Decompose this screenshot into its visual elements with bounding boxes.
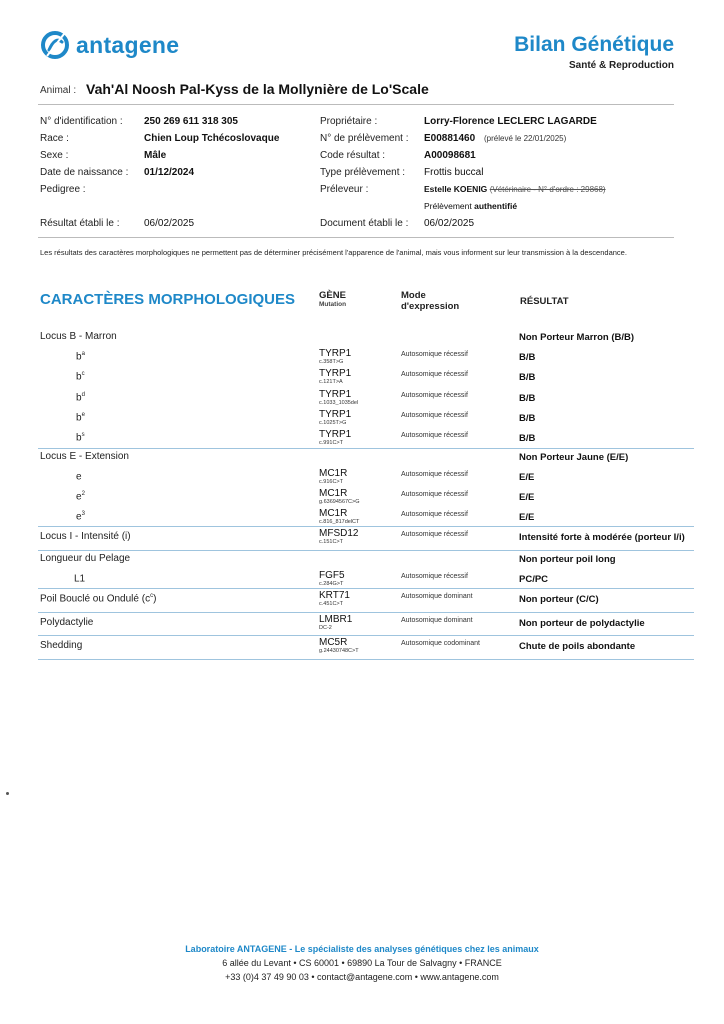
gene-mutation: g.24430748C>T bbox=[319, 648, 359, 655]
locus-label bbox=[40, 640, 82, 651]
locus-label-text: Locus I - Intensité (i) bbox=[40, 531, 131, 543]
allele-symbol bbox=[76, 371, 85, 382]
col-mode-1: Mode bbox=[401, 290, 426, 301]
allele-sup: d bbox=[81, 391, 85, 398]
gene-mutation: c.991C>T bbox=[319, 440, 343, 447]
allele-base: b bbox=[76, 391, 82, 403]
locus-label-sup: c bbox=[150, 593, 154, 600]
race-value: Chien Loup Tchécoslovaque bbox=[144, 133, 280, 144]
locus-result: Chute de poils abondante bbox=[519, 641, 636, 653]
gene-name: LMBR1 bbox=[319, 613, 353, 625]
gene-name: MC5R bbox=[319, 637, 348, 649]
gene-mutation: c.1033_1035del bbox=[319, 399, 359, 406]
allele-sup: c bbox=[81, 371, 85, 378]
allele-base: L1 bbox=[74, 573, 86, 585]
race-label: Race : bbox=[40, 133, 69, 144]
row-divider bbox=[38, 526, 694, 527]
col-gene-sub: Mutation bbox=[319, 301, 347, 308]
allele-base: e bbox=[76, 511, 82, 523]
row-divider bbox=[38, 635, 694, 636]
allele-base: b bbox=[76, 432, 82, 444]
gene-mutation: c.151C>T bbox=[319, 539, 343, 546]
gene-name: TYRP1 bbox=[319, 348, 352, 359]
sample-number-label: N° de prélèvement : bbox=[320, 133, 409, 144]
auth-value: authentifié bbox=[474, 201, 518, 211]
expression-mode: Autosomique récessif bbox=[401, 490, 468, 498]
gene-name: TYRP1 bbox=[319, 388, 352, 400]
collector-detail: (Vétérinaire - N° d'ordre : 29868) bbox=[489, 185, 606, 194]
auth-prefix: Prélèvement bbox=[424, 201, 472, 211]
expression-mode: Autosomique dominant bbox=[401, 593, 473, 601]
allele-symbol bbox=[76, 392, 85, 403]
row-divider bbox=[38, 448, 694, 449]
birth-label: Date de naissance : bbox=[40, 167, 129, 178]
collector-label: Préleveur : bbox=[320, 184, 369, 195]
expression-mode: Autosomique codominant bbox=[401, 640, 480, 648]
sample-type-label: Type prélèvement : bbox=[320, 167, 406, 178]
gene-mutation: DC-2 bbox=[319, 624, 332, 631]
gene-name: FGF5 bbox=[319, 569, 345, 581]
gene-mutation: g.63694567C>G bbox=[319, 498, 360, 505]
gene-name: MFSD12 bbox=[319, 528, 359, 540]
locus-label-text: Polydactylie bbox=[40, 616, 94, 628]
allele-symbol bbox=[76, 412, 85, 423]
allele-base: b bbox=[76, 412, 82, 424]
footer-lab: Laboratoire ANTAGENE - Le spécialiste des analyses génétiques chez les animaux bbox=[185, 944, 539, 954]
allele-symbol bbox=[74, 573, 85, 584]
locus-result: Non Porteur Marron (B/B) bbox=[519, 332, 635, 343]
allele-base: b bbox=[76, 351, 82, 363]
gene-mutation: c.121T>A bbox=[319, 379, 343, 386]
allele-result: PC/PC bbox=[519, 573, 549, 585]
sample-type-value: Frottis buccal bbox=[424, 167, 484, 178]
locus-result: Non porteur poil long bbox=[519, 553, 616, 565]
animal-name: Vah'Al Noosh Pal-Kyss de la Mollynière de Lo'Scale bbox=[86, 81, 429, 97]
locus-result: Intensité forte à modérée (porteur I/i) bbox=[519, 532, 685, 544]
locus-label bbox=[40, 593, 156, 604]
authentication bbox=[424, 201, 517, 211]
locus-label bbox=[40, 531, 131, 542]
expression-mode: Autosomique récessif bbox=[401, 391, 468, 399]
allele-symbol bbox=[76, 491, 85, 502]
gene-name: TYRP1 bbox=[319, 368, 352, 380]
collector-name: Estelle KOENIG bbox=[424, 184, 488, 194]
allele-symbol bbox=[76, 511, 85, 522]
id-value: 250 269 611 318 305 bbox=[144, 116, 238, 127]
allele-base: e bbox=[76, 491, 82, 503]
locus-label: Locus E - Extension bbox=[40, 450, 129, 462]
allele-result: B/B bbox=[519, 372, 536, 384]
gene-name: MC1R bbox=[319, 487, 348, 499]
locus-label-end: ) bbox=[153, 593, 157, 605]
sample-number-value: E00881460 bbox=[424, 133, 476, 144]
row-divider bbox=[38, 588, 694, 589]
allele-sup: a bbox=[81, 351, 85, 357]
allele-sup: 2 bbox=[81, 490, 85, 497]
gene-name: MC1R bbox=[319, 508, 348, 520]
sex-label: Sexe : bbox=[40, 150, 69, 161]
locus-label-text: Poil Bouclé ou Ondulé (c bbox=[40, 593, 151, 605]
allele-result: E/E bbox=[519, 512, 535, 524]
expression-mode: Autosomique récessif bbox=[401, 351, 468, 358]
locus-label bbox=[40, 617, 93, 628]
expression-mode: Autosomique dominant bbox=[401, 616, 473, 624]
footer-contact: +33 (0)4 37 49 90 03 • contact@antagene.com • www.antagene.com bbox=[225, 972, 499, 982]
column-gene-header bbox=[319, 290, 346, 308]
allele-result: B/B bbox=[519, 352, 536, 363]
table-bottom-rule bbox=[38, 659, 694, 660]
locus-result: Non porteur de polydactylie bbox=[519, 617, 645, 629]
locus-label-text: Shedding bbox=[40, 640, 83, 652]
locus-result: Non porteur (C/C) bbox=[519, 594, 599, 606]
gene-mutation: c.358T>G bbox=[319, 359, 344, 365]
expression-mode: Autosomique récessif bbox=[401, 531, 468, 539]
allele-symbol bbox=[76, 471, 82, 482]
gene-name: TYRP1 bbox=[319, 408, 352, 420]
locus-result: Non Porteur Jaune (E/E) bbox=[519, 451, 629, 463]
divider bbox=[38, 104, 674, 105]
expression-mode: Autosomique récessif bbox=[401, 572, 468, 580]
gene-name: KRT71 bbox=[319, 590, 350, 602]
gene-mutation: c.451C>T bbox=[319, 601, 343, 608]
sample-date: (prélevé le 22/01/2025) bbox=[484, 134, 567, 143]
gene-name: MC1R bbox=[319, 467, 348, 479]
column-mode-header bbox=[401, 290, 459, 312]
collector bbox=[424, 184, 606, 194]
allele-sup: 3 bbox=[81, 511, 85, 518]
result-date-label: Résultat établi le : bbox=[40, 218, 120, 229]
gene-mutation: c.916C>T bbox=[319, 478, 343, 485]
expression-mode: Autosomique récessif bbox=[401, 470, 468, 478]
col-gene: GÈNE bbox=[319, 290, 346, 301]
scan-speck bbox=[6, 792, 9, 795]
locus-label: Longueur du Pelage bbox=[40, 552, 131, 564]
locus-label: Locus B - Marron bbox=[40, 331, 117, 342]
expression-mode: Autosomique récessif bbox=[401, 432, 468, 440]
allele-result: B/B bbox=[519, 412, 536, 424]
animal-label: Animal : bbox=[40, 85, 77, 96]
id-label: N° d'identification : bbox=[40, 116, 123, 127]
birth-value: 01/12/2024 bbox=[144, 167, 195, 178]
expression-mode: Autosomique récessif bbox=[401, 371, 468, 379]
allele-base: b bbox=[76, 371, 82, 383]
col-mode-2: d'expression bbox=[401, 301, 460, 312]
allele-sup: e bbox=[81, 411, 85, 418]
allele-symbol bbox=[76, 432, 85, 443]
gene-name: TYRP1 bbox=[319, 429, 352, 441]
document-date-value: 06/02/2025 bbox=[424, 218, 475, 229]
document-subtitle: Santé & Reproduction bbox=[568, 60, 674, 71]
footer-address: 6 allée du Levant • CS 60001 • 69890 La Tour de Salvagny • FRANCE bbox=[222, 958, 502, 968]
antagene-logo-icon bbox=[40, 30, 70, 60]
document-date-label: Document établi le : bbox=[320, 218, 409, 229]
allele-symbol bbox=[76, 351, 85, 362]
section-title: CARACTÈRES MORPHOLOGIQUES bbox=[40, 291, 296, 308]
document-title: Bilan Génétique bbox=[514, 33, 674, 56]
result-date-value: 06/02/2025 bbox=[144, 218, 195, 229]
brand-logo bbox=[40, 30, 179, 60]
owner-label: Propriétaire : bbox=[320, 116, 378, 127]
col-result: RÉSULTAT bbox=[520, 296, 569, 307]
sex-value: Mâle bbox=[144, 150, 167, 161]
allele-result: B/B bbox=[519, 392, 536, 404]
gene-mutation: c.284G>T bbox=[319, 580, 344, 587]
row-divider bbox=[38, 550, 694, 551]
disclaimer-note: Les résultats des caractères morphologiques ne permettent pas de déterminer précisément l'apparence de l'animal, mais vous informent sur leur transmission à la descendance. bbox=[40, 248, 627, 257]
expression-mode: Autosomique récessif bbox=[401, 511, 468, 519]
allele-base: e bbox=[76, 470, 82, 482]
owner-value: Lorry-Florence LECLERC LAGARDE bbox=[424, 116, 597, 127]
allele-result: B/B bbox=[519, 433, 536, 445]
gene-mutation: c.816_817delCT bbox=[319, 519, 360, 526]
result-code-label: Code résultat : bbox=[320, 150, 386, 161]
brand-name: antagene bbox=[76, 31, 180, 58]
expression-mode: Autosomique récessif bbox=[401, 411, 468, 419]
result-code-value: A00098681 bbox=[424, 150, 476, 161]
gene-mutation: c.1025T>G bbox=[319, 419, 347, 426]
row-divider bbox=[38, 612, 694, 613]
allele-sup: s bbox=[81, 432, 85, 439]
pedigree-label: Pedigree : bbox=[40, 184, 86, 195]
allele-result: E/E bbox=[519, 491, 535, 503]
divider bbox=[38, 237, 674, 238]
allele-result: E/E bbox=[519, 471, 535, 483]
